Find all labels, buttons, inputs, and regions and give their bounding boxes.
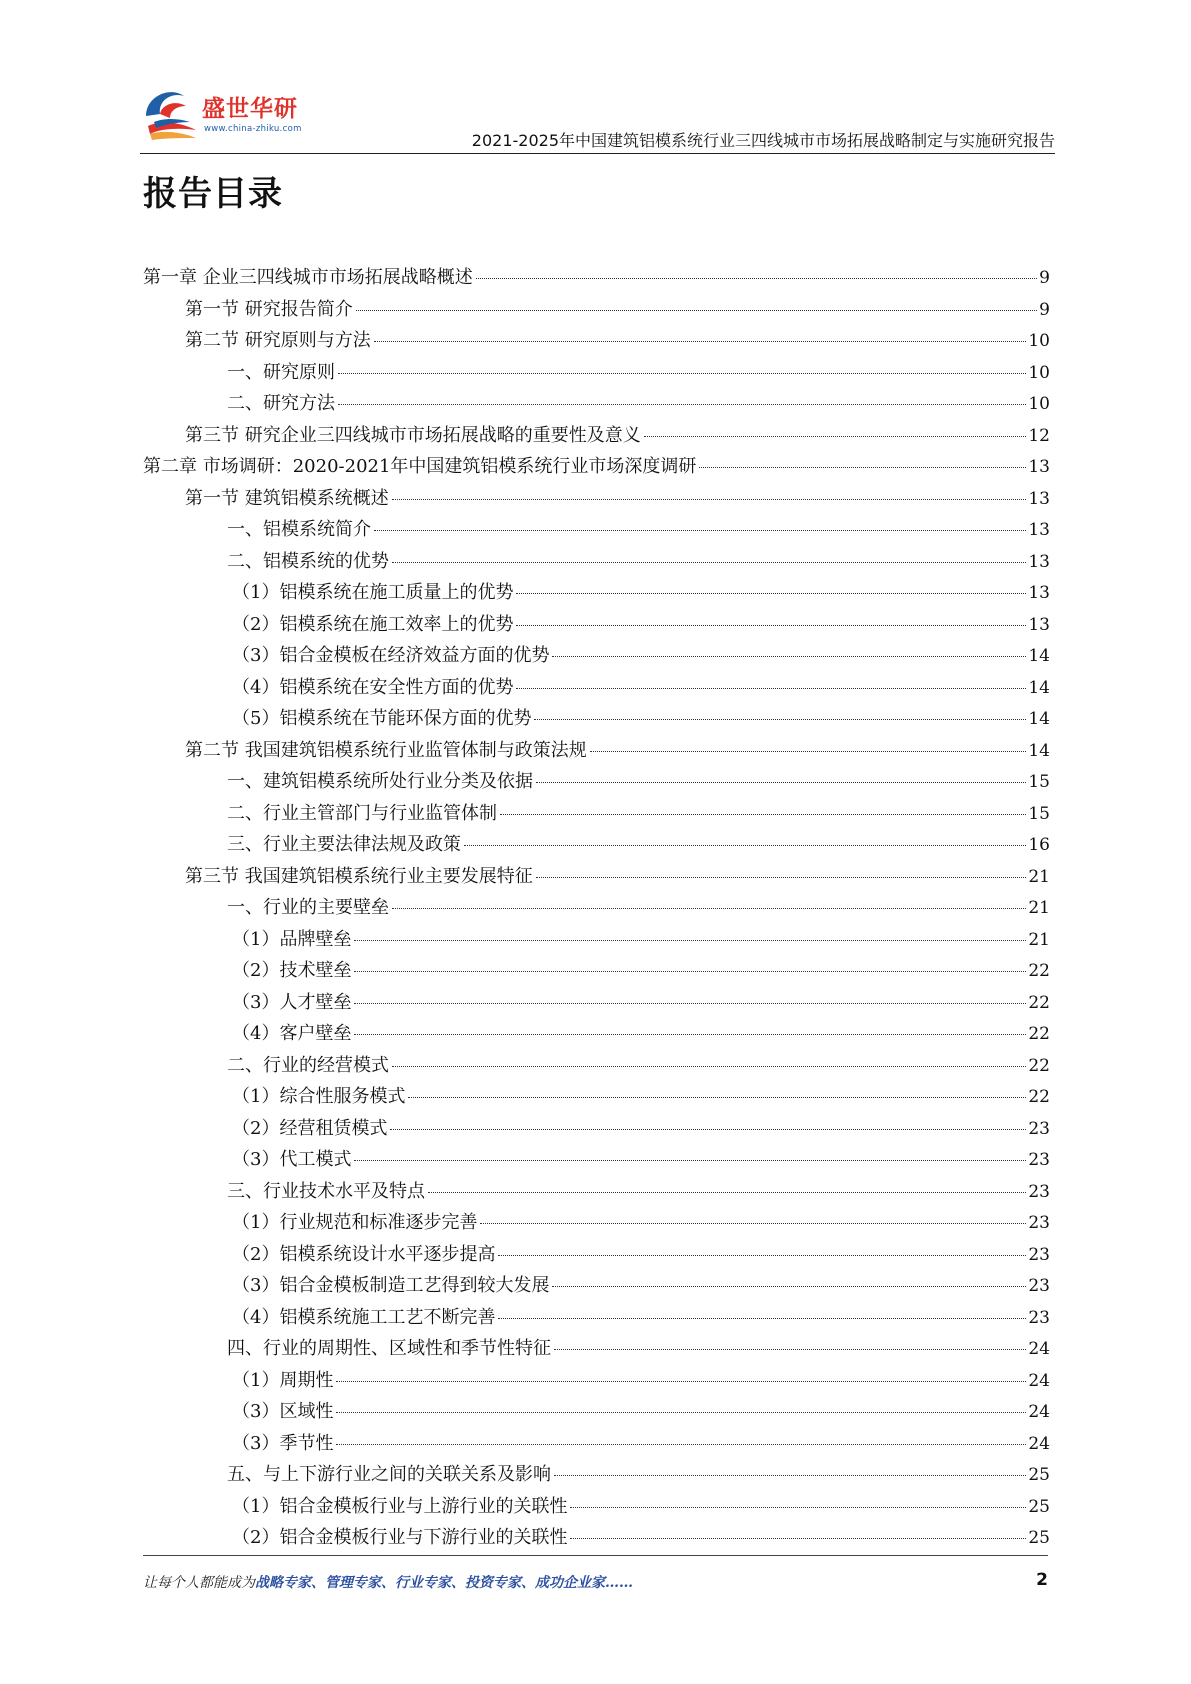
toc-entry-title: 第二章 市场调研：2020-2021年中国建筑铝模系统行业市场深度调研 (143, 456, 697, 477)
toc-entry-page: 24 (1028, 1339, 1050, 1359)
toc-entry-page: 13 (1028, 614, 1050, 635)
toc-dot-leader (392, 562, 1026, 563)
toc-entry-page: 15 (1028, 803, 1050, 824)
toc-entry-title: 第二节 我国建筑铝模系统行业监管体制与政策法规 (185, 739, 587, 761)
toc-entry-page: 14 (1028, 646, 1050, 666)
toc-dot-leader (374, 341, 1027, 342)
toc-entry-title: 第三节 我国建筑铝模系统行业主要发展特征 (185, 865, 533, 887)
toc-entry[interactable] (143, 1491, 1050, 1523)
toc-entry[interactable] (143, 1396, 1050, 1428)
toc-entry[interactable] (143, 325, 1050, 357)
toc-entry-title: （1）铝模系统在施工质量上的优势 (232, 582, 514, 603)
toc-dot-leader (498, 1318, 1026, 1319)
toc-entry[interactable] (143, 924, 1050, 956)
brand-name: 盛世华研 (202, 96, 298, 122)
toc-entry[interactable] (143, 1270, 1050, 1302)
table-of-contents (143, 262, 1050, 1554)
toc-entry-page: 14 (1028, 709, 1050, 729)
toc-entry-page: 23 (1028, 1307, 1050, 1328)
brand-url: www.china-zhiku.com (204, 124, 302, 134)
toc-entry-page: 13 (1028, 457, 1050, 477)
toc-entry[interactable] (143, 1144, 1050, 1176)
toc-dot-leader (552, 1286, 1026, 1287)
toc-dot-leader (644, 436, 1027, 437)
toc-entry[interactable] (143, 388, 1050, 420)
toc-entry-title: 第一节 建筑铝模系统概述 (185, 487, 389, 509)
company-logo (140, 80, 320, 150)
toc-entry-page: 23 (1028, 1244, 1050, 1265)
toc-entry-title: （1）品牌壁垒 (232, 928, 352, 950)
toc-entry[interactable] (143, 1176, 1050, 1208)
toc-entry-page: 25 (1028, 1496, 1050, 1517)
toc-entry-title: （3）代工模式 (232, 1149, 352, 1170)
toc-entry-page: 23 (1028, 1213, 1050, 1233)
toc-entry-page: 13 (1028, 583, 1050, 603)
toc-entry[interactable] (143, 1050, 1050, 1082)
toc-entry-title: （3）季节性 (232, 1432, 334, 1454)
toc-entry[interactable] (143, 1239, 1050, 1271)
toc-entry-title: 二、行业的经营模式 (227, 1054, 389, 1076)
toc-entry[interactable] (143, 1207, 1050, 1239)
report-title: 2021-2025年中国建筑铝模系统行业三四线城市市场拓展战略制定与实施研究报告 (471, 131, 1055, 150)
toc-entry-page: 23 (1028, 1276, 1050, 1296)
toc-entry[interactable] (143, 577, 1050, 609)
toc-entry-page: 22 (1028, 992, 1050, 1013)
toc-entry[interactable] (143, 1365, 1050, 1397)
toc-entry[interactable] (143, 609, 1050, 641)
toc-entry-page: 22 (1028, 1024, 1050, 1044)
toc-dot-leader (498, 1255, 1026, 1256)
toc-entry-page: 22 (1028, 961, 1050, 981)
toc-dot-leader (354, 971, 1026, 972)
toc-dot-leader (536, 782, 1026, 783)
toc-entry-title: （2）铝模系统设计水平逐步提高 (232, 1243, 496, 1265)
toc-entry[interactable] (143, 357, 1050, 389)
toc-dot-leader (516, 593, 1026, 594)
toc-entry-title: （1）行业规范和标准逐步完善 (232, 1212, 478, 1233)
toc-entry-title: 四、行业的周期性、区域性和季节性特征 (227, 1338, 551, 1359)
logo-emblem-icon (140, 82, 202, 144)
toc-dot-leader (476, 278, 1037, 279)
toc-entry-title: （2）经营租赁模式 (232, 1117, 388, 1139)
toc-entry[interactable] (143, 451, 1050, 483)
toc-entry-title: 二、铝模系统的优势 (227, 550, 389, 572)
header-divider (140, 153, 1055, 154)
toc-dot-leader (336, 1381, 1026, 1382)
toc-entry-page: 24 (1028, 1433, 1050, 1454)
toc-entry[interactable] (143, 294, 1050, 326)
toc-dot-leader (590, 751, 1027, 752)
toc-entry-page: 24 (1028, 1402, 1050, 1422)
toc-dot-leader (428, 1192, 1026, 1193)
toc-entry-title: （1）综合性服务模式 (232, 1086, 406, 1107)
toc-entry-page: 25 (1028, 1465, 1050, 1485)
toc-entry[interactable] (143, 483, 1050, 515)
toc-entry-page: 9 (1039, 299, 1050, 320)
toc-dot-leader (336, 1412, 1026, 1413)
toc-entry[interactable] (143, 892, 1050, 924)
page-header (140, 80, 1055, 160)
toc-entry[interactable] (143, 640, 1050, 672)
toc-dot-leader (516, 625, 1026, 626)
toc-entry-page: 14 (1028, 677, 1050, 698)
toc-entry-page: 21 (1028, 929, 1050, 950)
page-footer (143, 1572, 1048, 1602)
toc-entry-page: 22 (1028, 1087, 1050, 1107)
footer-slogan (143, 1572, 633, 1592)
toc-entry-title: 第二节 研究原则与方法 (185, 330, 371, 351)
toc-entry[interactable] (143, 798, 1050, 830)
toc-entry-page: 23 (1028, 1150, 1050, 1170)
toc-entry[interactable] (143, 1081, 1050, 1113)
toc-entry-page: 23 (1028, 1181, 1050, 1202)
toc-entry[interactable] (143, 1333, 1050, 1365)
toc-entry-page: 10 (1028, 394, 1050, 414)
page-number: 2 (1036, 1570, 1048, 1590)
toc-entry-page: 21 (1028, 898, 1050, 918)
toc-dot-leader (570, 1538, 1026, 1539)
toc-entry[interactable] (143, 514, 1050, 546)
toc-dot-leader (554, 1349, 1026, 1350)
toc-entry-title: （1）周期性 (232, 1369, 334, 1391)
footer-divider (143, 1555, 1048, 1556)
toc-entry-title: （3）区域性 (232, 1401, 334, 1422)
toc-dot-leader (354, 1160, 1026, 1161)
toc-dot-leader (336, 1444, 1026, 1445)
toc-entry-page: 10 (1028, 362, 1050, 383)
toc-entry-page: 21 (1028, 866, 1050, 887)
toc-dot-leader (536, 877, 1027, 878)
toc-entry-title: 三、行业技术水平及特点 (227, 1180, 425, 1202)
toc-entry-title: 二、研究方法 (227, 393, 335, 414)
toc-entry[interactable] (143, 735, 1050, 767)
toc-entry-title: 一、铝模系统简介 (227, 519, 371, 540)
toc-entry-title: 第一章 企业三四线城市市场拓展战略概述 (143, 267, 473, 288)
toc-entry-title: （2）铝合金模板行业与下游行业的关联性 (232, 1527, 568, 1548)
toc-entry[interactable] (143, 1018, 1050, 1050)
toc-dot-leader (354, 940, 1026, 941)
toc-dot-leader (534, 719, 1026, 720)
slogan-emphasis: 战略专家、管理专家、行业专家、投资专家、成功企业家…… (255, 1575, 633, 1591)
toc-entry-title: （4）客户壁垒 (232, 1023, 352, 1044)
toc-dot-leader (500, 814, 1026, 815)
slogan-prefix: 让每个人都能成为 (143, 1575, 255, 1591)
toc-entry-page: 10 (1028, 331, 1050, 351)
toc-entry-page: 13 (1028, 551, 1050, 572)
toc-entry-title: （4）铝模系统在安全性方面的优势 (232, 676, 514, 698)
toc-entry[interactable] (143, 672, 1050, 704)
toc-entry[interactable] (143, 987, 1050, 1019)
toc-entry[interactable] (143, 420, 1050, 452)
page-title: 报告目录 (143, 174, 283, 214)
toc-entry[interactable] (143, 703, 1050, 735)
toc-entry-title: （1）铝合金模板行业与上游行业的关联性 (232, 1495, 568, 1517)
toc-entry[interactable] (143, 1428, 1050, 1460)
toc-entry[interactable] (143, 861, 1050, 893)
toc-dot-leader (374, 530, 1026, 531)
toc-dot-leader (338, 373, 1026, 374)
toc-entry-title: （2）技术壁垒 (232, 960, 352, 981)
toc-dot-leader (464, 845, 1026, 846)
toc-entry[interactable] (143, 829, 1050, 861)
toc-dot-leader (408, 1097, 1026, 1098)
toc-dot-leader (390, 1129, 1026, 1130)
toc-entry-page: 23 (1028, 1118, 1050, 1139)
toc-entry-page: 13 (1028, 488, 1050, 509)
toc-entry-page: 24 (1028, 1370, 1050, 1391)
toc-entry-title: 三、行业主要法律法规及政策 (227, 834, 461, 855)
toc-entry[interactable] (143, 1522, 1050, 1554)
toc-entry-title: 第三节 研究企业三四线城市市场拓展战略的重要性及意义 (185, 424, 641, 446)
toc-entry-page: 9 (1039, 268, 1050, 288)
toc-entry-title: 一、研究原则 (227, 361, 335, 383)
toc-dot-leader (516, 688, 1026, 689)
toc-entry-page: 15 (1028, 772, 1050, 792)
toc-entry-title: （3）铝合金模板在经济效益方面的优势 (232, 645, 550, 666)
toc-entry-title: 第一节 研究报告简介 (185, 298, 353, 320)
toc-dot-leader (356, 310, 1037, 311)
toc-entry-title: （2）铝模系统在施工效率上的优势 (232, 613, 514, 635)
toc-entry-page: 12 (1028, 425, 1050, 446)
toc-dot-leader (554, 1475, 1026, 1476)
toc-dot-leader (354, 1003, 1026, 1004)
toc-entry-title: （3）铝合金模板制造工艺得到较大发展 (232, 1275, 550, 1296)
toc-entry[interactable] (143, 955, 1050, 987)
toc-dot-leader (338, 404, 1026, 405)
toc-entry-page: 22 (1028, 1055, 1050, 1076)
toc-entry-page: 16 (1028, 835, 1050, 855)
toc-dot-leader (480, 1223, 1026, 1224)
toc-entry-page: 13 (1028, 520, 1050, 540)
toc-entry[interactable] (143, 1113, 1050, 1145)
toc-entry-title: （5）铝模系统在节能环保方面的优势 (232, 708, 532, 729)
toc-entry-page: 14 (1028, 740, 1050, 761)
toc-entry[interactable] (143, 262, 1050, 294)
toc-entry-title: 一、行业的主要壁垒 (227, 897, 389, 918)
toc-entry-title: 二、行业主管部门与行业监管体制 (227, 802, 497, 824)
toc-entry-title: （3）人才壁垒 (232, 991, 352, 1013)
toc-entry[interactable] (143, 1302, 1050, 1334)
toc-entry-title: （4）铝模系统施工工艺不断完善 (232, 1306, 496, 1328)
toc-entry-page: 25 (1028, 1528, 1050, 1548)
toc-dot-leader (392, 908, 1026, 909)
toc-entry[interactable] (143, 1459, 1050, 1491)
toc-dot-leader (392, 1066, 1026, 1067)
toc-dot-leader (570, 1507, 1026, 1508)
toc-dot-leader (699, 467, 1026, 468)
toc-entry[interactable] (143, 766, 1050, 798)
toc-dot-leader (552, 656, 1026, 657)
toc-entry-title: 一、建筑铝模系统所处行业分类及依据 (227, 771, 533, 792)
toc-dot-leader (354, 1034, 1026, 1035)
toc-entry[interactable] (143, 546, 1050, 578)
toc-entry-title: 五、与上下游行业之间的关联关系及影响 (227, 1464, 551, 1485)
toc-dot-leader (392, 499, 1027, 500)
